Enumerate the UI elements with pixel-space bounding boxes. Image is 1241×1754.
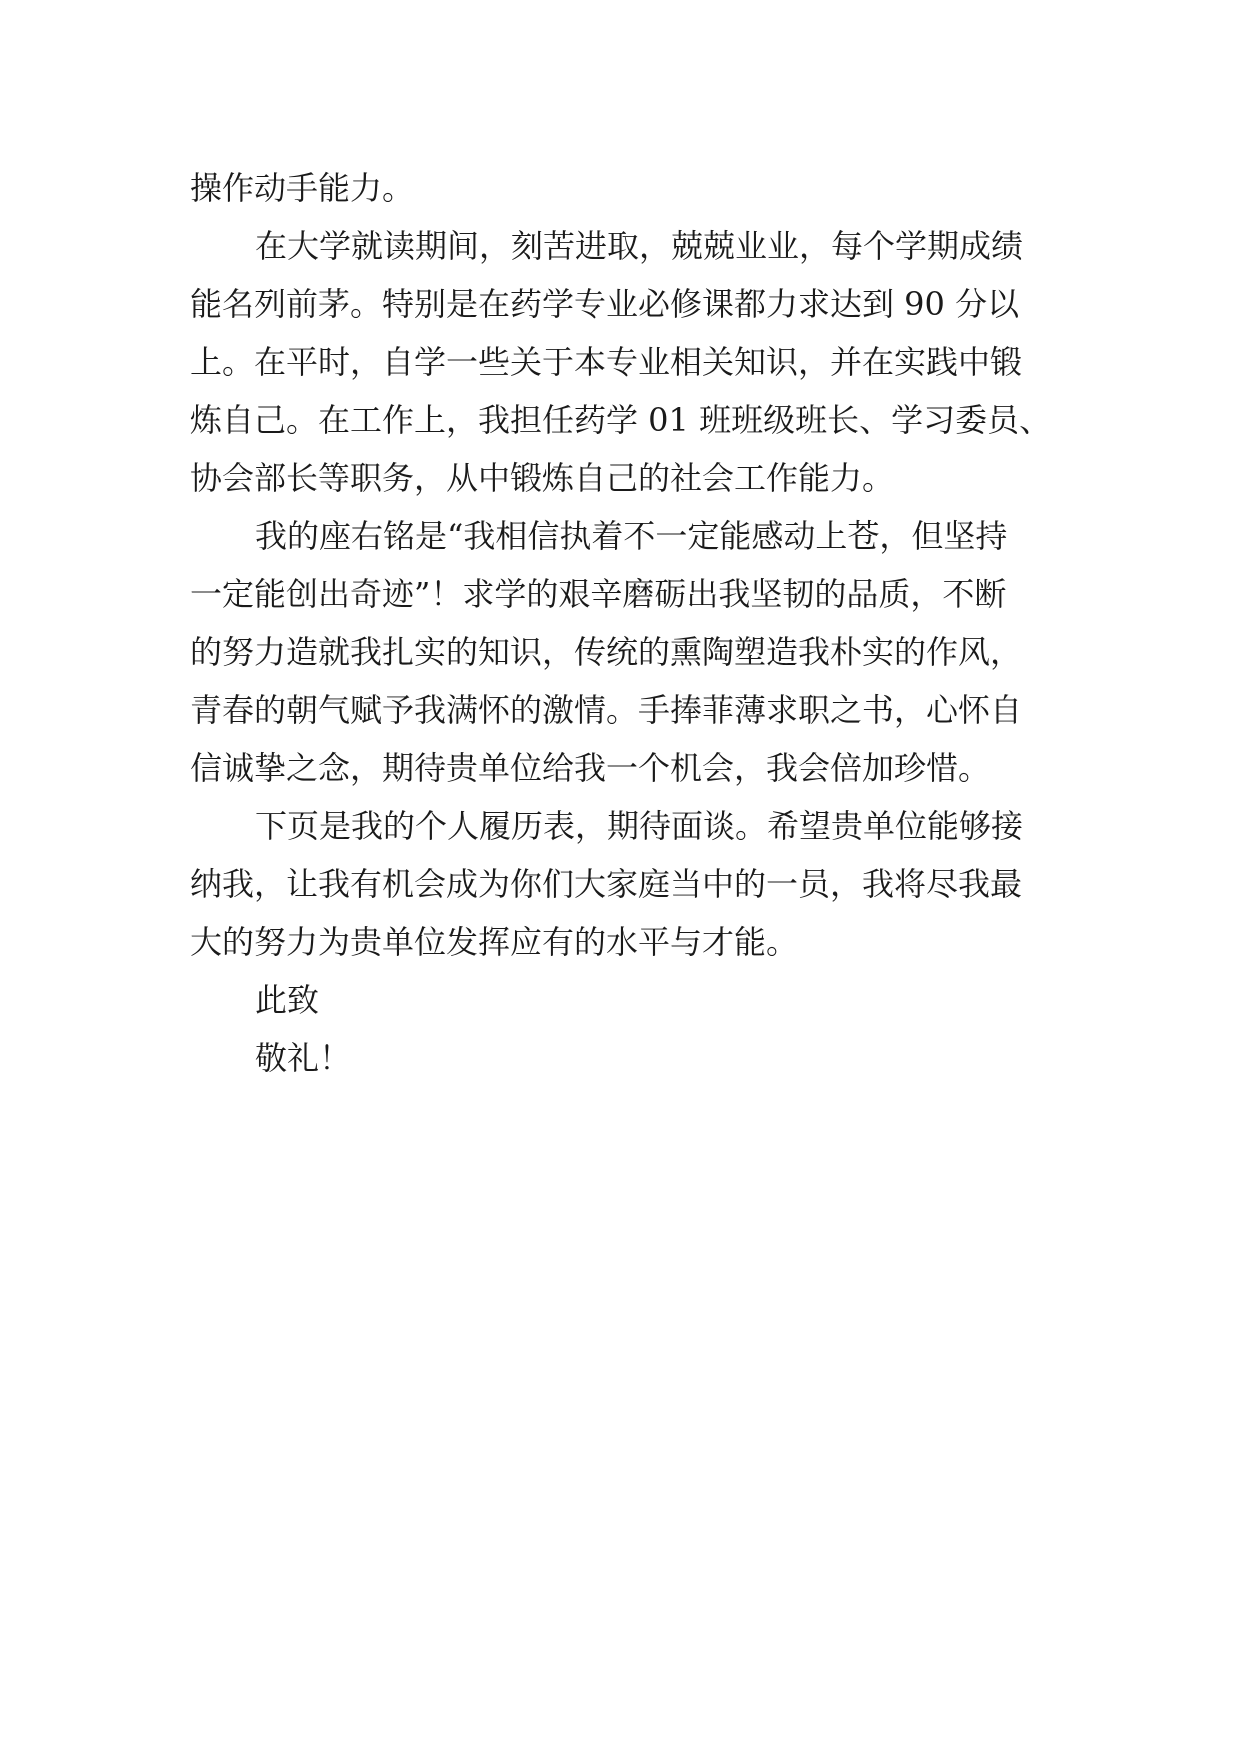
text-line: 炼自己。在工作上，我担任药学 01 班班级班长、学习委员、 bbox=[190, 401, 1052, 439]
text-line: 能名列前茅。特别是在药学专业必修课都力求达到 90 分以 bbox=[190, 285, 1020, 323]
text-line: 的努力造就我扎实的知识，传统的熏陶塑造我朴实的作风， bbox=[190, 633, 1023, 671]
text-line: 上。在平时，自学一些关于本专业相关知识，并在实践中锻 bbox=[190, 343, 1023, 381]
text-line: 我的座右铭是“我相信执着不一定能感动上苍，但坚持 bbox=[255, 517, 1008, 555]
text-line: 纳我，让我有机会成为你们大家庭当中的一员，我将尽我最 bbox=[190, 865, 1023, 903]
text-line: 在大学就读期间，刻苦进取，兢兢业业，每个学期成绩 bbox=[255, 227, 1024, 265]
text-line: 操作动手能力。 bbox=[190, 169, 415, 207]
text-line: 信诚挚之念，期待贵单位给我一个机会，我会倍加珍惜。 bbox=[190, 749, 991, 787]
text-line: 青春的朝气赋予我满怀的激情。手捧菲薄求职之书，心怀自 bbox=[190, 691, 1023, 729]
text-line: 一定能创出奇迹”！求学的艰辛磨砺出我坚韧的品质，不断 bbox=[190, 575, 1007, 613]
text-line: 下页是我的个人履历表，期待面谈。希望贵单位能够接 bbox=[255, 807, 1024, 845]
text-line: 大的努力为贵单位发挥应有的水平与才能。 bbox=[190, 923, 799, 961]
text-line: 协会部长等职务，从中锻炼自己的社会工作能力。 bbox=[190, 459, 895, 497]
closing-regards: 敬礼！ bbox=[255, 1039, 352, 1077]
closing-salutation: 此致 bbox=[255, 981, 320, 1019]
